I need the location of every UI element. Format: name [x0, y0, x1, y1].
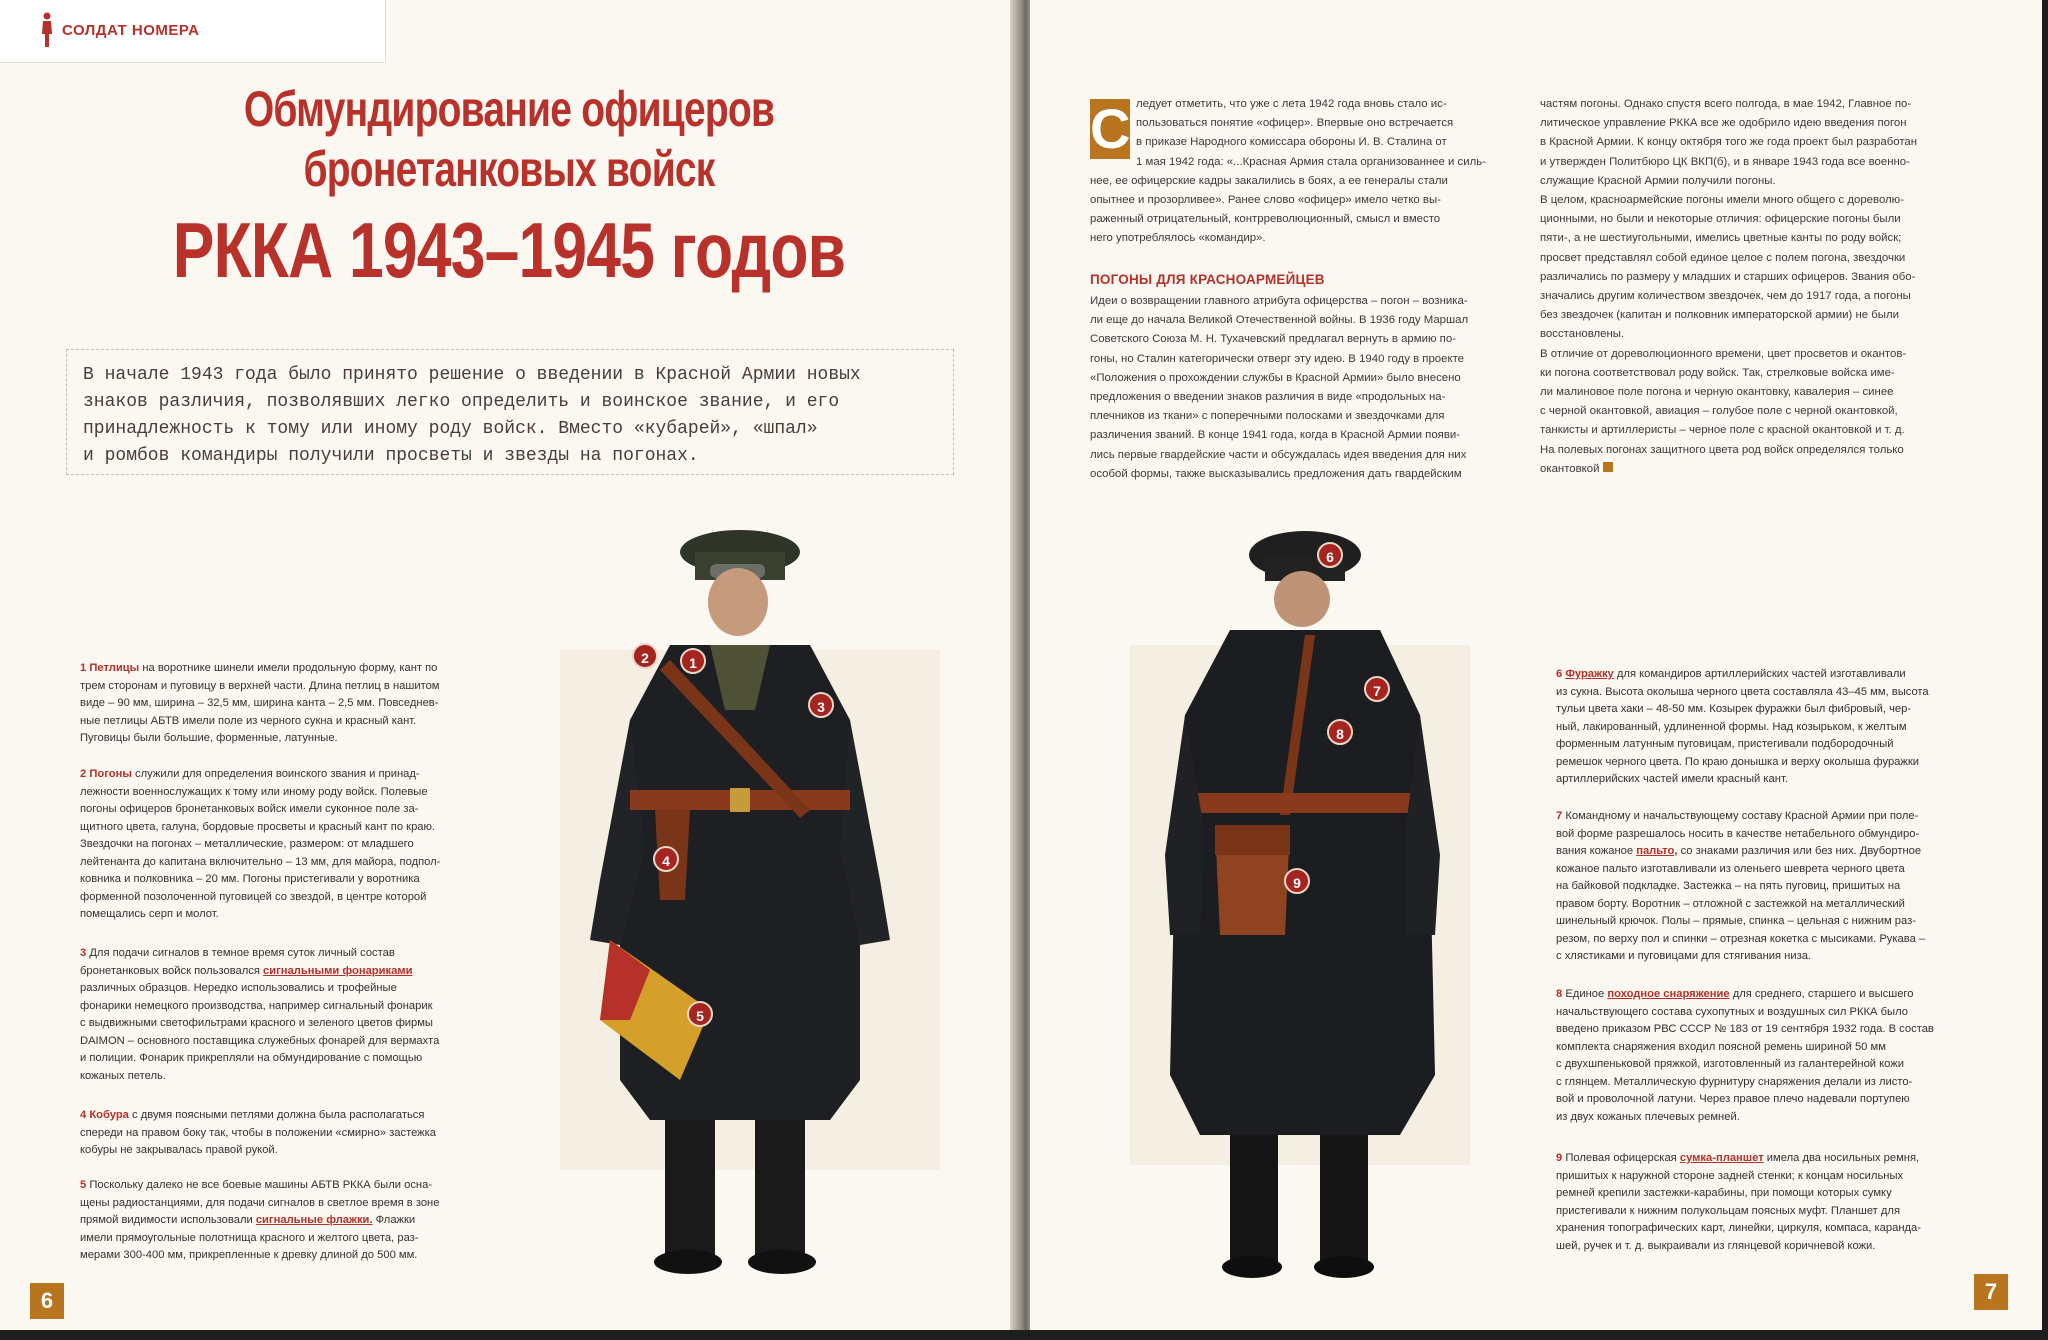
right-page: [1030, 0, 2042, 1330]
link-signal-flags[interactable]: сигнальные флажки.: [255, 1214, 373, 1226]
body-column-2: частям погоны. Однако спустя всего полгода, в мае 1942, Главное по- литическое управление РККА все же одобрило идею введения погон в Красной Армии. К концу октября того же года проект был разработан и утвержден Политбюро ЦК ВКП(б), и в январе 1943 года все военно- служащие Красной Армии получили погоны. В целом, красноармейские погоны имели много общего с дореволю- ционными, но были и некоторые отличия: офицерские погоны были пяти-, а не шестиугольными, имелись цветные канты по роду войск; просвет представлял собой единое целое с полем погона, звездочки различались по размеру у младших и старших офицеров. Звания обо- значались другим количеством звездочек, чем до 1917 года, а погоны без звездочек (капитан и полковник императорской армии) не были восстановлены. В отличие от дореволюционного времени, цвет просветов и окантов- ки погона соответствовал роду войск. Так, стрелковые войска име- ли малиновое поле погона и черную окантовку, кавалерия – синее с черной окантовкой, авиация – голубое поле с черной окантовкой, танкисты и артиллеристы – черное поле с красной окантовкой и т. д. На полевых погонах защитного цвета род войск определялся только окантовкой: [1540, 98, 1918, 475]
body-column-1-paragraph-1: С ледует отметить, что уже с лета 1942 года вновь стало ис- пользоваться понятие «офицер». Впервые оно встречается в приказе Народного комиссара обороны И. В. Сталина от 1 мая 1942 года: «...Красная Армия стала организованнее и силь- нее, ее офицерские кадры закалились в боях, а ее генералы стали опытнее и прозорливее». Ранее слово «офицер» имело четко вы- раженный отрицательный, контрреволюционный, смысл и вместо него употреблялось «командир».: [1090, 97, 1486, 245]
link-cap[interactable]: Фуражку: [1565, 668, 1614, 680]
link-coat[interactable]: пальто,: [1636, 845, 1678, 857]
subheading: ПОГОНЫ ДЛЯ КРАСНОАРМЕЙЦЕВ: [1090, 272, 1325, 287]
title-line-1: Обмундирование офицеров: [243, 81, 775, 137]
body-column-1-paragraph-2: Идеи о возвращении главного атрибута офицерства – погон – возника- ли еще до начала Великой Отечественной войны. В 1936 году Маршал Советского Союза М. Н. Тухачевский предлагал вернуть в армию по- гоны, но Сталин категорически отверг эту идею. В 1940 году в проекте «Положения о прохождении службы в Красной Армии» было внесено предложения о введении знаков различия в виде «продольных на- плечников из ткани» с поперечными полосками и звездочками для различения званий. В конце 1941 года, когда в Красной Армии появи- лись первые гвардейские части и обсуждалась идея введения для них особой формы, также высказывались предложения дать гвардейским: [1090, 295, 1469, 480]
link-field-equipment[interactable]: походное снаряжение: [1607, 988, 1730, 1000]
section-label: СОЛДАТ НОМЕРА: [62, 22, 200, 39]
end-mark: [1603, 462, 1613, 472]
title-line-2: бронетанковых войск: [303, 141, 715, 197]
caption-7: 7 Командному и начальствующему составу Красной Армии при поле- вой форме разрешалось носить в качестве нетабельного обмундиро- вания кожаное пальто, со знаками различия или без них. Двубортное кожаное пальто изготавливали из оленьего шеврета черного цвета на байковой подкладке. Застежка – на пять пуговиц, пришитых на правом борту. Воротник – отложной с застежкой на металлический шинельный крючок. Полы – прямые, спинка – цельная с нижним раз- резом, по верху пол и спинки – отрезная кокетка с мысиками. Рукава – с хлястиками и пуговицами для стягивания низа.: [1556, 810, 1926, 962]
caption-1: 1 Петлицы на воротнике шинели имели продольную форму, кант по трем сторонам и пуговицу в верхней части. Длина петлиц в нашитом виде – 90 мм, ширина – 32,5 мм, ширина канта – 2,5 мм. Повседнев- ные петлицы АБТВ имели поле из черного сукна и красный кант. Пуговицы были большие, форменные, латунные.: [80, 662, 440, 744]
left-page: [0, 0, 1018, 1330]
caption-5: 5 Поскольку далеко не все боевые машины АБТВ РККА были осна- щены радиостанциями, для подачи сигналов в светлое время в зоне прямой видимости использовали сигнальные флажки. Флажки имели прямоугольные полотнища красного и желтого цвета, раз- мерами 300-400 мм, прикрепленные к древку длиной до 500 мм.: [80, 1179, 440, 1261]
link-map-case[interactable]: сумка-планшет: [1679, 1152, 1764, 1164]
caption-4: 4 Кобура с двумя поясными петлями должна была располагаться спереди на правом боку так, чтобы в положении «смирно» застежка кобуры не закрывалась правой рукой.: [80, 1109, 437, 1156]
caption-6: 6 Фуражку для командиров артиллерийских частей изготавливали из сукна. Высота околыша черного цвета составляла 43–45 мм, высота тульи цвета хаки – 48-50 мм. Козырек фуражки был фибровый, чер- ный, лакированный, удлиненной формы. Над козырьком, к желтым форменным латунным пуговицам, пристегивали подбородочный ремешок черного цвета. По краю донышка и верху околыша фуражки артиллерийских частей имели красный кант.: [1556, 668, 1929, 785]
page-number-left: 6: [30, 1283, 64, 1319]
officer-front-illustration: [560, 520, 940, 1290]
caption-term: Погоны: [89, 768, 132, 780]
soldier-icon: [40, 12, 54, 48]
callout-4: 4: [653, 846, 679, 872]
intro-line: знаков различия, позволявших легко определить и воинское звание, и его: [83, 392, 840, 412]
link-signal-lamps[interactable]: сигнальными фонариками: [263, 964, 413, 977]
caption-term: Кобура: [89, 1109, 129, 1121]
callout-9: 9: [1284, 868, 1310, 894]
callout-5: 5: [687, 1001, 713, 1027]
section-tab: [0, 0, 386, 63]
callout-3: 3: [808, 692, 834, 718]
intro-line: принадлежность к тому или иному роду войск. Вместо «кубарей», «шпал»: [83, 419, 818, 439]
caption-9: 9 Полевая офицерская сумка-планшет имела два носильных ремня, пришитых к наружной стороне задней стенки; к концам носильных ремней крепили застежки-карабины, при помощи которых сумку пристегивали к нижним полукольцам поясных муфт. Планшет для хранения топографических карт, линейки, циркуля, компаса, каранда- шей, ручек и т. д. выкраивали из глянцевой коричневой кожи.: [1556, 1152, 1921, 1252]
intro-line: и ромбов командиры получили просветы и звезды на погонах.: [83, 446, 699, 466]
title-line-3: РККА 1943–1945 годов: [172, 206, 846, 294]
callout-8: 8: [1327, 719, 1353, 745]
page-number-right: 7: [1974, 1274, 2008, 1310]
callout-7: 7: [1364, 676, 1390, 702]
caption-3: 3 Для подачи сигналов в темное время суток личный состав бронетанковых войск пользовался сигнальными фонариками различных образцов. Нередко использовались и трофейные фонарики немецкого производства, например сигнальный фонарик с выдвижными светофильтрами красного и зеленого цветов фирмы DAIMON – основного поставщика служебных фонарей для вермахта и полиции. Фонарик прикрепляли на обмундирование с помощью кожаных петель.: [80, 947, 440, 1082]
officer-back-illustration: [1130, 515, 1470, 1285]
caption-term: Петлицы: [89, 662, 140, 674]
callout-6: 6: [1317, 542, 1343, 568]
callout-1: 1: [680, 648, 706, 674]
callout-2: 2: [632, 643, 658, 669]
intro-box: [66, 349, 954, 475]
caption-8: 8 Единое походное снаряжение для среднего, старшего и высшего начальствующего состава сухопутных и воздушных сил РККА было введено приказом РВС СССР № 183 от 19 сентября 1932 года. В состав комплекта снаряжения входил поясной ремень шириной 50 мм с двухшпеньковой пряжкой, изготовленный из галантерейной кожи с глянцем. Металлическую фурнитуру снаряжения делали из листо- вой и проволочной латуни. Через правое плечо надевали портупею из двух кожаных плечевых ремней.: [1556, 988, 1934, 1123]
caption-2: 2 Погоны служили для определения воинского звания и принад- лежности военнослужащих к тому или иному роду войск. Полевые погоны офицеров бронетанковых войск имели суконное поле за- щитного цвета, галуна, бордовые просветы и красный кант по краю. Звездочки на погонах – металлические, размером: от младшего лейтенанта до капитана включительно – 13 мм, для майора, подпол- ковника и полковника – 20 мм. Погоны пристегивали у воротника форменной позолоченной пуговицей со звездой, в центре которой помещались серп и молот.: [80, 768, 441, 920]
intro-line: В начале 1943 года было принято решение о введении в Красной Армии новых: [83, 365, 861, 385]
drop-cap: С: [1090, 97, 1131, 160]
